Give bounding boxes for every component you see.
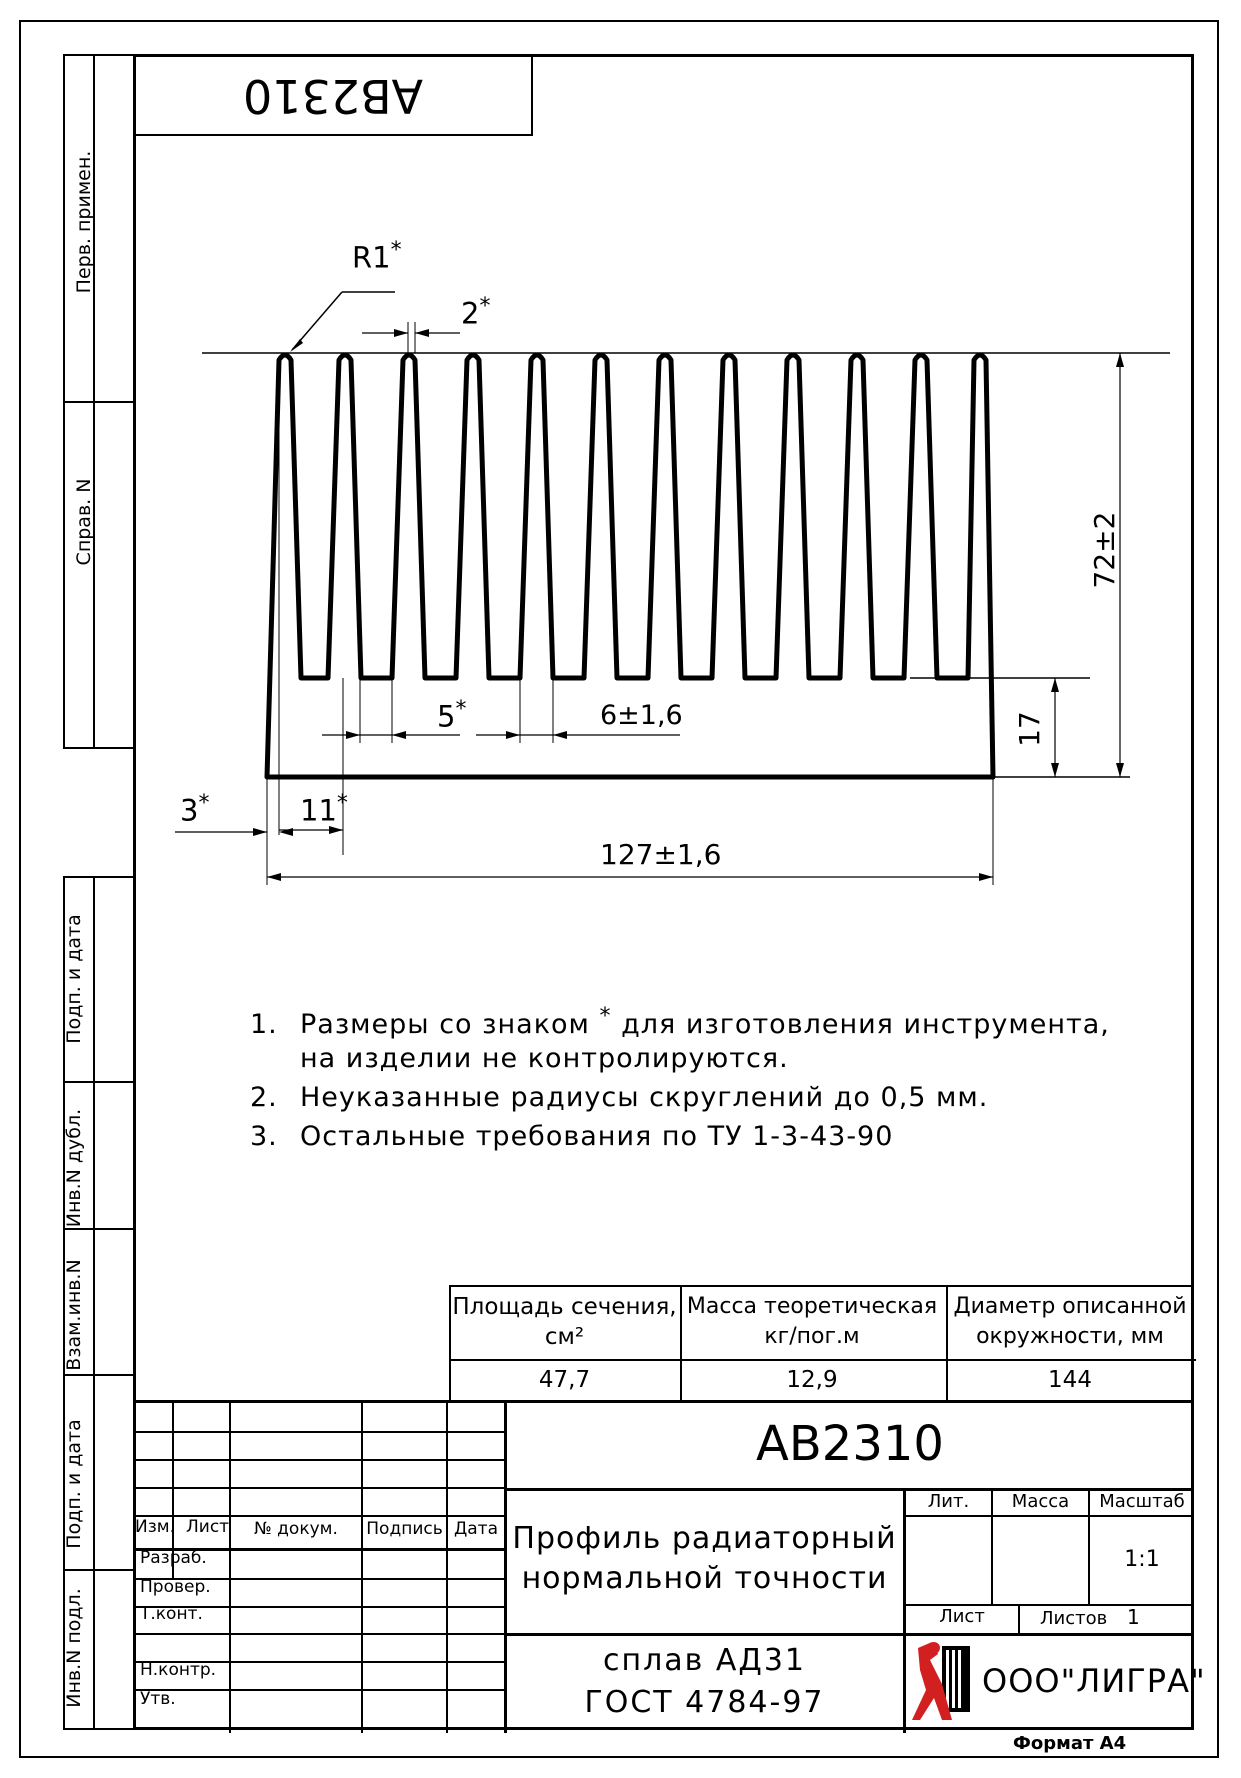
tb-material: сплав АД31 ГОСТ 4784-97 xyxy=(584,1642,825,1720)
prop-value-mass: 12,9 xyxy=(786,1366,838,1393)
note-3: 3. Остальные требования по ТУ 1-3-43-90 xyxy=(250,1121,894,1152)
top-stamp-text: AB2310 xyxy=(242,69,424,123)
side-label-inv-podl: Инв.N подл. xyxy=(63,1588,85,1708)
side-label-perv-primen: Перв. примен. xyxy=(73,150,95,294)
tb-list-label: Лист xyxy=(939,1606,985,1627)
prop-header-diameter: Диаметр описанной окружности, мм xyxy=(953,1294,1187,1349)
dim-pitch: 6±1,6 xyxy=(600,700,683,731)
tb-n-dokum: № докум. xyxy=(254,1519,338,1539)
dim-base: 17 xyxy=(1013,711,1046,747)
side-label-sprav-n: Справ. N xyxy=(73,478,95,566)
dim-edge: 3* xyxy=(180,791,210,828)
dim-gap: 5* xyxy=(437,697,467,734)
tb-scale-value: 1:1 xyxy=(1124,1546,1160,1572)
tb-designation: AB2310 xyxy=(756,1416,944,1472)
note-1-cont: на изделии не контролируются. xyxy=(300,1043,789,1074)
tb-nkontr: Н.контр. xyxy=(140,1660,217,1680)
tb-listov: Листов 1 xyxy=(1040,1605,1140,1629)
dim-first-fin: 11* xyxy=(300,791,348,828)
side-label-vzam-inv: Взам.инв.N xyxy=(63,1259,85,1371)
tb-massa-label: Масса xyxy=(1011,1490,1070,1512)
tb-tkont: Т.конт. xyxy=(140,1604,203,1624)
tb-masshtab-label: Масштаб xyxy=(1099,1490,1185,1512)
prop-value-diameter: 144 xyxy=(1048,1366,1092,1393)
side-label-podp-data-1: Подп. и дата xyxy=(63,914,85,1044)
side-label-inv-dubl: Инв.N дубл. xyxy=(63,1108,85,1228)
dim-fin-tip: 2* xyxy=(461,294,491,331)
sheet-format: Формат А4 xyxy=(1013,1733,1127,1754)
dim-height: 72±2 xyxy=(1088,511,1121,589)
tb-podpis: Подпись xyxy=(366,1519,443,1539)
tb-name: Профиль радиаторный нормальной точности xyxy=(512,1521,897,1596)
tb-list: Лист xyxy=(186,1517,230,1537)
prop-value-area: 47,7 xyxy=(538,1366,591,1393)
dim-r1: R1* xyxy=(352,238,402,275)
tb-company: ООО"ЛИГРА" xyxy=(982,1662,1206,1700)
note-1: 1. Размеры со знаком * для изготовления инструмента, xyxy=(250,1004,1110,1040)
dim-width: 127±1,6 xyxy=(600,838,722,871)
company-logo xyxy=(912,1640,974,1724)
note-2: 2. Неуказанные радиусы скруглений до 0,5 мм. xyxy=(250,1082,989,1113)
tb-razrab: Разраб. xyxy=(140,1548,207,1568)
side-label-podp-data-2: Подп. и дата xyxy=(63,1419,85,1549)
prop-header-mass: Масса теоретическая кг/пог.м xyxy=(686,1294,938,1349)
tb-utv: Утв. xyxy=(140,1689,176,1709)
tb-prover: Провер. xyxy=(140,1577,211,1597)
tb-lit-label: Лит. xyxy=(927,1490,970,1512)
prop-header-area: Площадь сечения, см² xyxy=(452,1294,677,1350)
tb-data: Дата xyxy=(453,1519,499,1539)
tb-izm: Изм. xyxy=(135,1517,175,1537)
